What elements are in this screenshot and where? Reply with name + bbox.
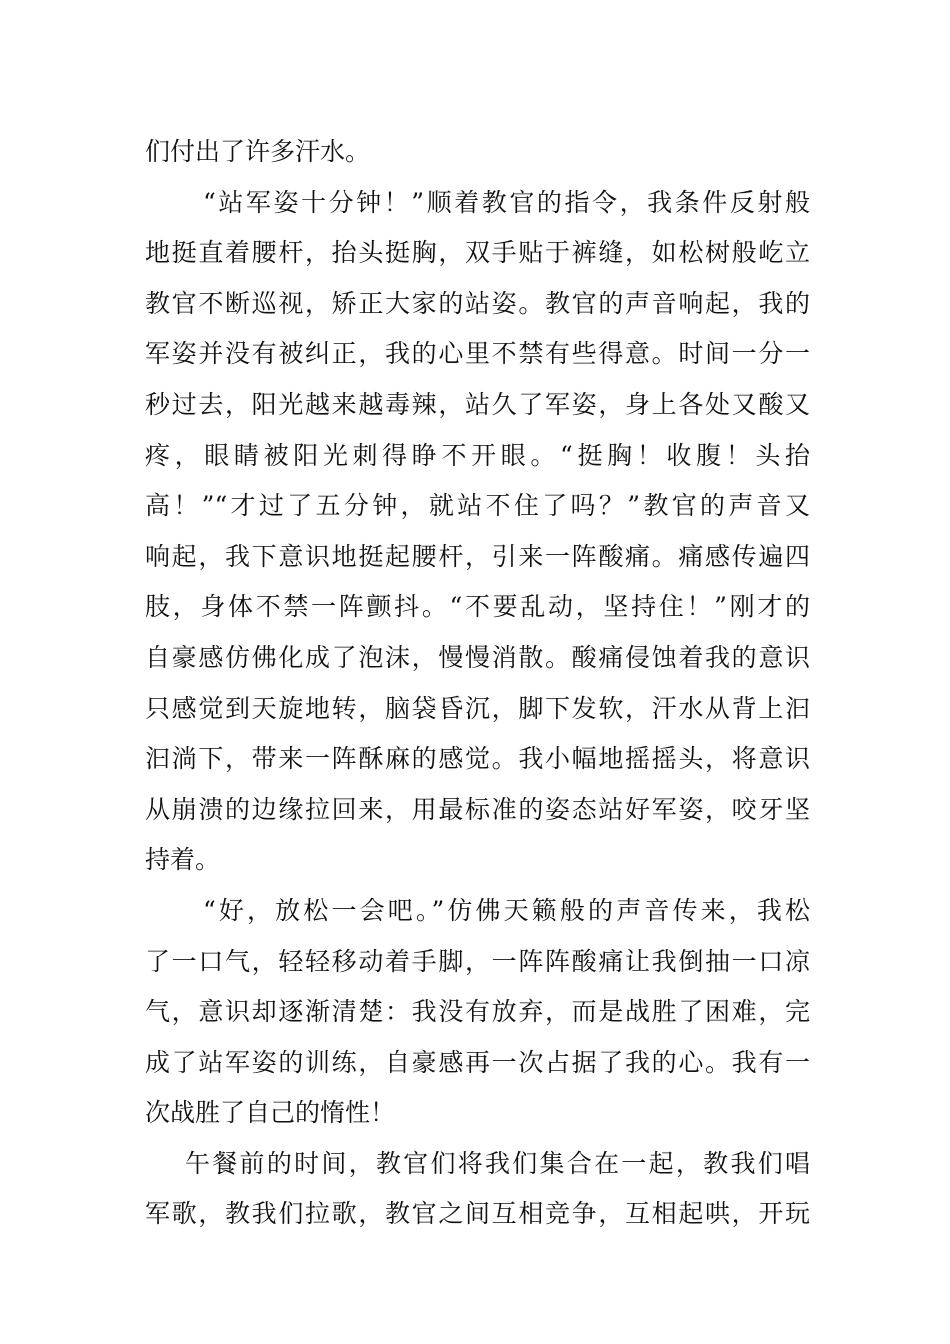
text-line: 地挺直着腰杆，抬头挺胸，双手贴于裤缝，如松树般屹立	[145, 238, 810, 268]
text-line: 次战胜了自己的惰性！	[145, 1098, 396, 1128]
text-line: 气，意识却逐渐清楚：我没有放弃，而是战胜了困难，完	[145, 997, 810, 1027]
text-line: “站军姿十分钟！”顺着教官的指令，我条件反射般	[203, 187, 810, 217]
text-line: 持着。	[145, 845, 221, 875]
text-line: 了一口气，轻轻移动着手脚，一阵阵酸痛让我倒抽一口凉	[145, 946, 810, 976]
text-line: 从崩溃的边缘拉回来，用最标准的姿态站好军姿，咬牙坚	[145, 794, 810, 824]
text-line: 教官不断巡视，矫正大家的站姿。教官的声音响起，我的	[145, 288, 810, 318]
text-line: 肢，身体不禁一阵颤抖。“不要乱动，坚持住！”刚才的	[145, 592, 810, 622]
text-line: 疼，眼睛被阳光刺得睁不开眼。“挺胸！收腹！头抬	[145, 440, 810, 470]
body-text	[145, 127, 810, 1240]
text-line: 响起，我下意识地挺起腰杆，引来一阵酸痛。痛感传遍四	[145, 541, 810, 571]
text-line: 成了站军姿的训练，自豪感再一次占据了我的心。我有一	[145, 1047, 810, 1077]
text-line: 午餐前的时间，教官们将我们集合在一起，教我们唱	[185, 1148, 810, 1178]
text-line: 秒过去，阳光越来越毒辣，站久了军姿，身上各处又酸又	[145, 389, 810, 419]
text-line: “好，放松一会吧。”仿佛天籁般的声音传来，我松	[203, 895, 810, 925]
text-line: 汩淌下，带来一阵酥麻的感觉。我小幅地摇摇头，将意识	[145, 744, 810, 774]
text-line: 高！”“才过了五分钟，就站不住了吗？”教官的声音又	[145, 491, 810, 521]
text-line: 军姿并没有被纠正，我的心里不禁有些得意。时间一分一	[145, 339, 810, 369]
text-line: 军歌，教我们拉歌，教官之间互相竞争，互相起哄，开玩	[145, 1199, 810, 1229]
text-line: 自豪感仿佛化成了泡沫，慢慢消散。酸痛侵蚀着我的意识	[145, 642, 810, 672]
text-line: 只感觉到天旋地转，脑袋昏沉，脚下发软，汗水从背上汩	[145, 693, 810, 723]
text-line: 们付出了许多汗水。	[145, 137, 371, 166]
